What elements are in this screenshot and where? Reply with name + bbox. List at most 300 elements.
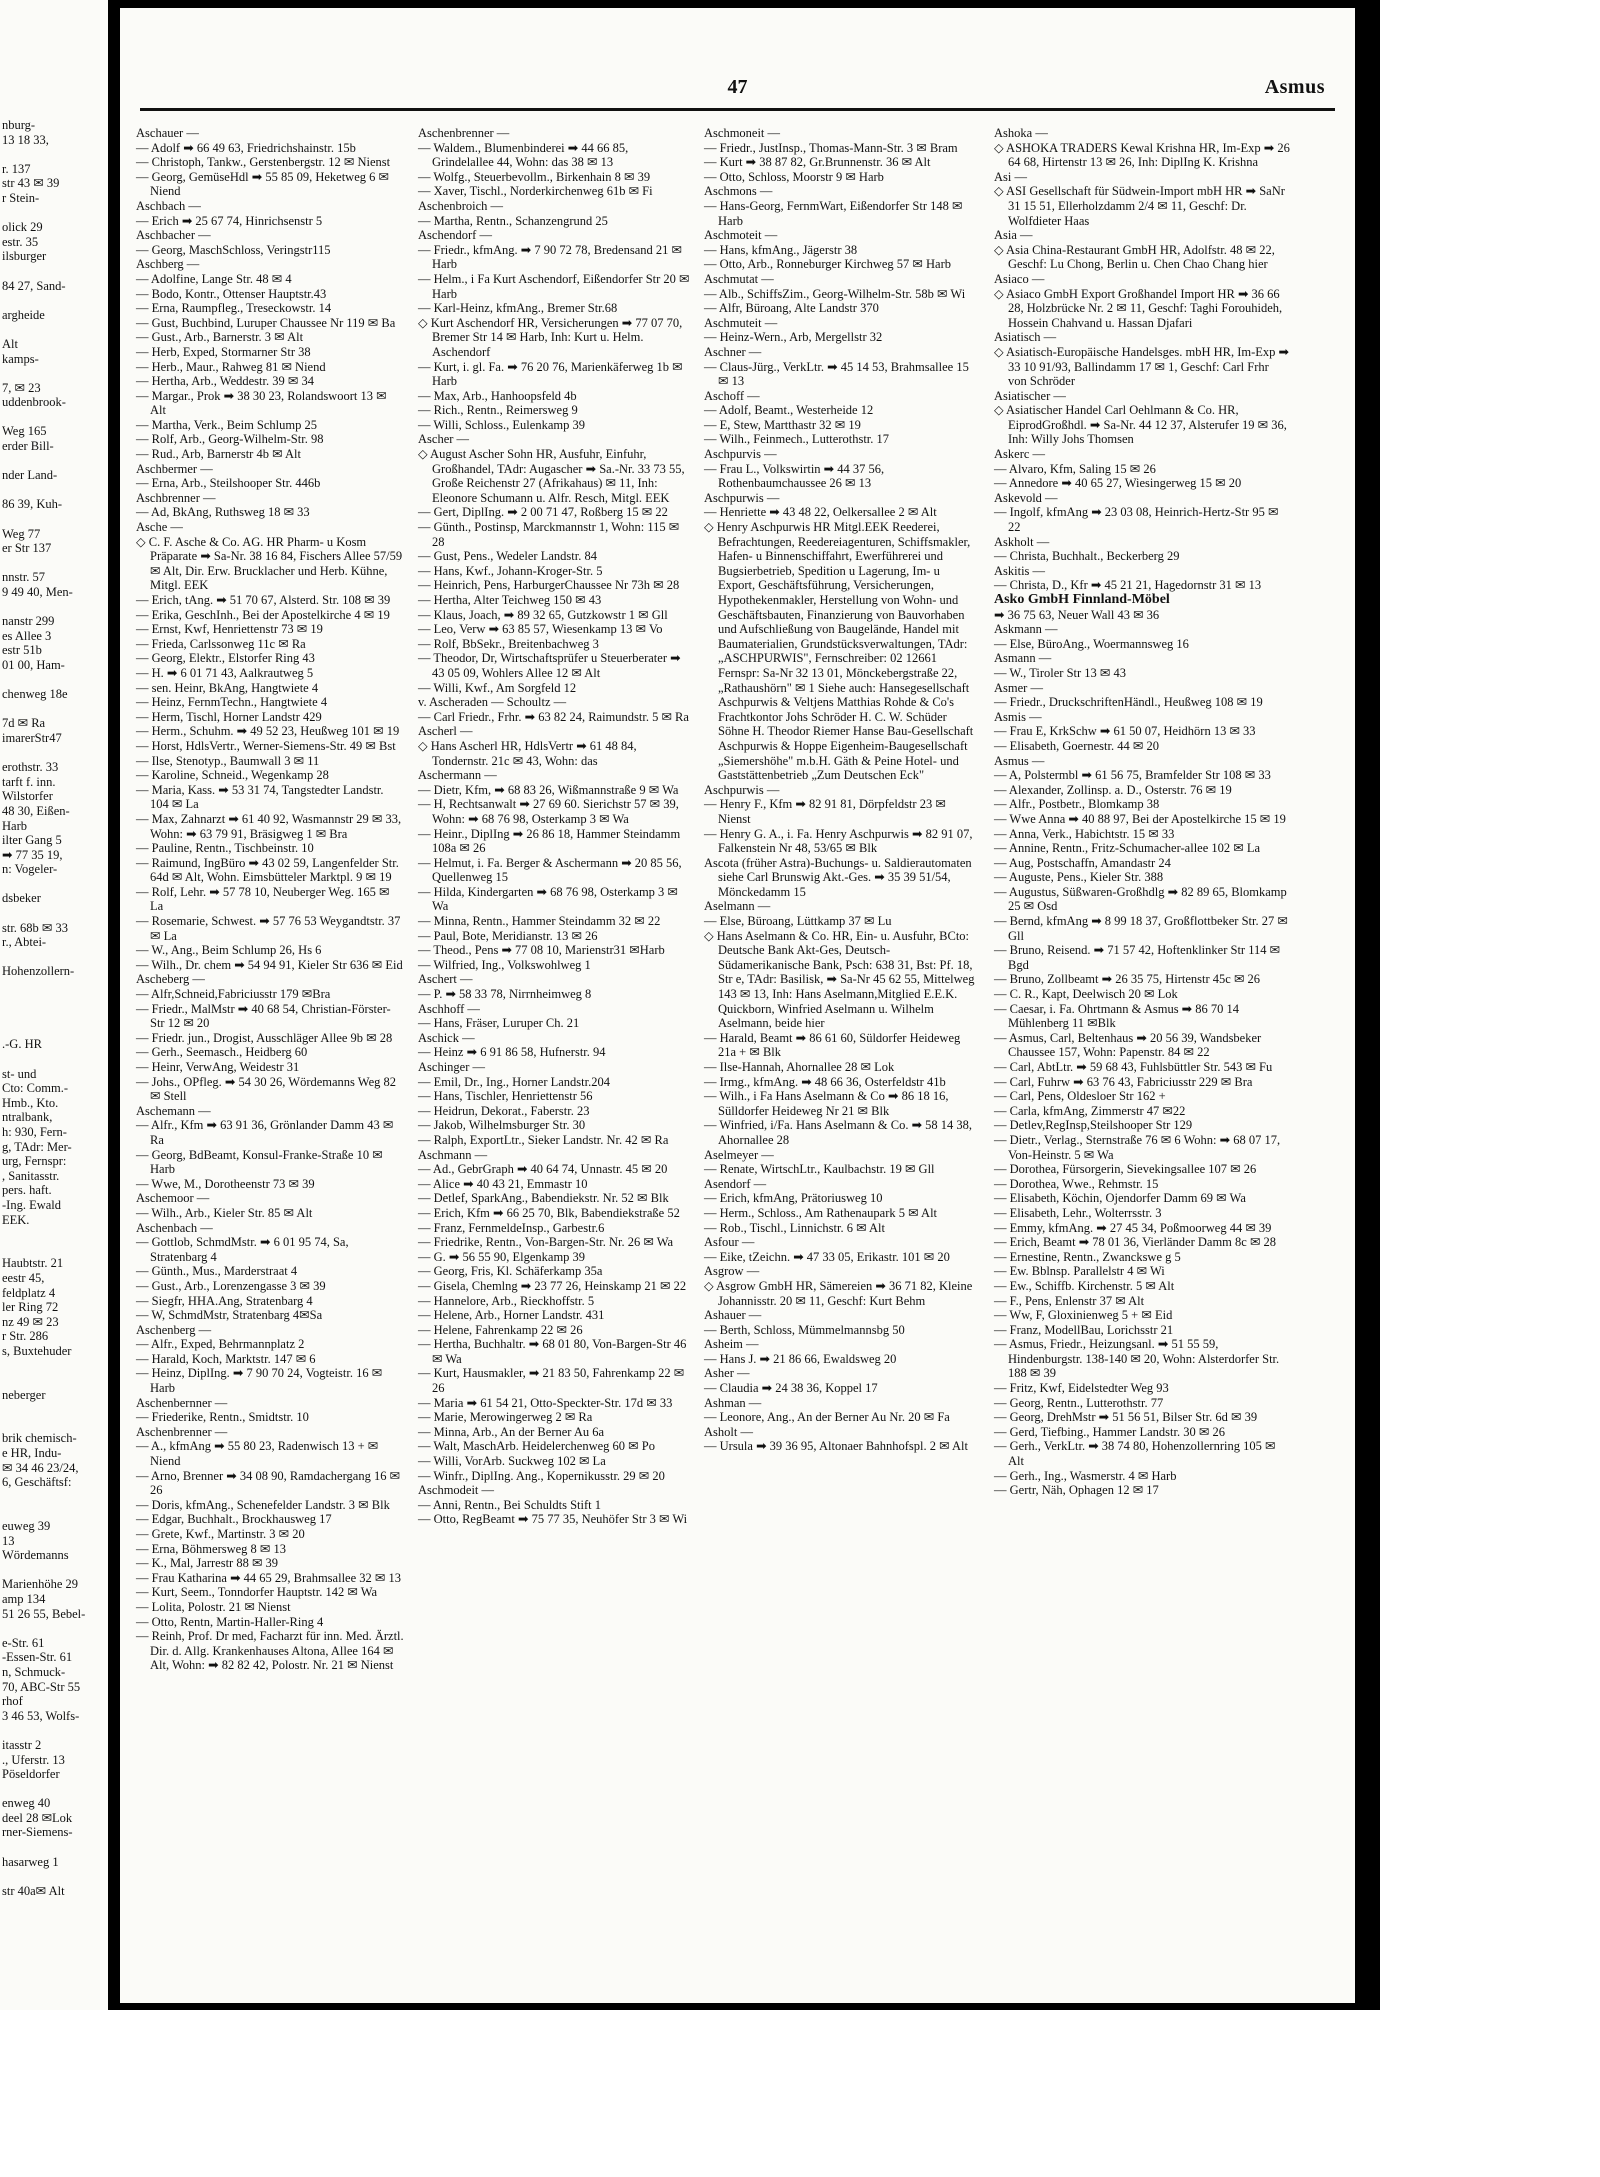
directory-entry: — Herm., Schloss., Am Rathenaupark 5 ✉ Alt [704,1205,938,1220]
directory-entry: — Max, Arb., Hanhoopsfeld 4b [418,388,577,403]
directory-entry: ◇ Asia China-Restaurant GmbH HR, Adolfstr. 48 ✉ 22, Geschf: Lu Chong, Berlin u. Chen Chao Chang hier [994,242,1275,272]
previous-page-fragment: Hmb., Kto. [2,1095,59,1110]
directory-entry: — Rich., Rentn., Reimersweg 9 [418,403,578,418]
previous-page-fragment: st- und [2,1066,37,1081]
previous-page-fragment: nz 49 ✉ 23 [2,1314,59,1329]
directory-entry: — Gisela, Chemlng ➡ 23 77 26, Heinskamp 21 ✉ 22 [418,1278,687,1293]
directory-entry: — Alfr., Kfm ➡ 63 91 36, Grönlander Damm 43 ✉ Ra [136,1118,394,1147]
directory-entry: — Horst, HdlsVertr., Werner-Siemens-Str. 49 ✉ Bst [136,738,396,753]
directory-entry: — Friedr., JustInsp., Thomas-Mann-Str. 3 ✉ Bram [704,140,958,155]
directory-entry: — Erika, GeschInh., Bei der Apostelkirche 4 ✉ 19 [136,607,390,622]
directory-entry: — H, Rechtsanwalt ➡ 27 69 60. Sierichstr 57 ✉ 39, Wohn: ➡ 68 76 98, Osterkamp 3 ✉ Wa [418,797,679,826]
directory-entry: Aschmann — [418,1147,488,1162]
directory-entry: — Aug, Postschaffn, Amandastr 24 [994,855,1171,870]
directory-entry: Asher — [704,1366,750,1381]
directory-entry: — Dorothea, Fürsorgerin, Sievekingsallee 107 ✉ 26 [994,1162,1257,1177]
directory-entry: Asmann — [994,651,1052,666]
directory-entry: ◇ Hans Aselmann & Co. HR, Ein- u. Ausfuhr, BCto: Deutsche Bank Akt-Ges, Deutsch-Südamerikanische Bank, Psch: 638 31, Bst: Pf. 18, Str e, TAdr: Basilisk, ➡ Sa-Nr 45 62 55, Mittelweg 143 ✉ 13, Inh: Hans Aselmann,Mitglied E.E.K. Quickborn, Winfried Aselmann u. Wilhelm Aselmann, beide hier [704,928,975,1031]
directory-entry: — Georg, Elektr., Elstorfer Ring 43 [136,651,315,666]
directory-entry: — G. ➡ 56 55 90, Elgenkamp 39 [418,1249,586,1264]
previous-page-fragment [2,746,108,761]
directory-entry: — Annedore ➡ 40 65 27, Wiesingerweg 15 ✉ 20 [994,476,1242,491]
directory-entry: — Erna, Arb., Steilshooper Str. 446b [136,476,321,491]
directory-entry: — Frieda, Carlssonweg 11c ✉ Ra [136,636,306,651]
directory-entry: Aschick — [418,1030,475,1045]
directory-entry: — Rolf, BbSekr., Breitenbachweg 3 [418,636,599,651]
directory-entry: — Friedr., DruckschriftenHändl., Heußweg 108 ✉ 19 [994,695,1263,710]
directory-entry: Aselmeyer — [704,1147,774,1162]
directory-entry: — Ernestine, Rentn., Zwanckswe g 5 [994,1249,1181,1264]
previous-page-fragment: ➡ 77 35 19, [2,847,63,862]
previous-page-fragment: Haubtstr. 21 [2,1256,64,1271]
previous-page-fragment [2,1504,108,1519]
directory-entry: — Heinrich, Pens, HarburgerChaussee Nr 73h ✉ 28 [418,578,680,593]
directory-entry: — Heinz, DiplIng. ➡ 7 90 70 24, Vogteistr. 16 ✉ Harb [136,1366,383,1396]
previous-page-fragment [2,1723,108,1738]
previous-page-fragment: euweg 39 [2,1519,51,1533]
directory-entry: — Claus-Jürg., VerkLtr. ➡ 45 14 53, Brahmsallee 15 ✉ 13 [704,359,969,389]
directory-entry: Aschemoor — [136,1191,210,1206]
directory-entry: — P. ➡ 58 33 78, Nirrnheimweg 8 [418,987,592,1002]
directory-entry: — Alfr,Schneid,Fabriciusstr 179 ✉Bra [136,987,331,1002]
directory-entry: — Heinz-Wern., Arb, Mergellstr 32 [704,330,883,345]
previous-page-fragment: Cto: Comm.- [2,1081,68,1096]
directory-entry: — Wilfried, Ing., Volkswohlweg 1 [418,957,591,972]
directory-entry: — W, SchmdMstr, Stratenbarg 4✉Sa [136,1308,323,1323]
previous-page-fragment: erder Bill- [2,439,54,454]
directory-entry: — Erna, Raumpfleg., Treseckowstr. 14 [136,301,332,316]
directory-entry: Asche — [136,520,183,535]
previous-page-fragment [2,1052,108,1067]
directory-entry: — Gottlob, SchmdMstr. ➡ 6 01 95 74, Sa, Stratenbarg 4 [136,1235,349,1264]
directory-entry: — Else, Büroang, Lüttkamp 37 ✉ Lu [704,914,892,929]
previous-page-fragment: urg, Fernspr: [2,1154,67,1169]
directory-entry: — Herm, Tischl, Horner Landstr 429 [136,709,322,724]
directory-entry: — C. R., Kapt, Deelwisch 20 ✉ Lok [994,987,1178,1002]
directory-entry: — Alb., SchiffsZim., Georg-Wilhelm-Str. 58b ✉ Wi [704,286,966,301]
previous-page-fragment: 13 [2,1533,15,1548]
directory-entry: — Maria, Kass. ➡ 53 31 74, Tangstedter Landstr. 104 ✉ La [136,782,384,812]
directory-entry: — Alvaro, Kfm, Saling 15 ✉ 26 [994,461,1156,476]
previous-page-fragments [2,118,108,1898]
previous-page-fragment: 86 39, Kuh- [2,497,63,512]
directory-entry: — Max, Zahnarzt ➡ 61 40 92, Wasmannstr 29 ✉ 33, Wohn: ➡ 63 79 91, Bräsigweg 1 ✉ Bra [136,811,402,841]
directory-entry: Askitis — [994,563,1046,578]
previous-page-fragment: n, Schmuck- [2,1664,66,1679]
directory-entry: — Georg, BdBeamt, Konsul-Franke-Straße 10 ✉ Harb [136,1147,383,1177]
directory-entry: — Detlev,RegInsp,Steilshooper Str 129 [994,1118,1193,1133]
directory-entry: — Ingolf, kfmAng ➡ 23 03 08, Heinrich-Hertz-Str 95 ✉ 22 [994,505,1279,535]
previous-page-fragment: Wilstorfer [2,789,53,804]
directory-entry: Aschoff — [704,388,760,403]
directory-entry: — Wilh., i Fa Hans Aselmann & Co ➡ 86 18 16, Sülldorfer Heideweg Nr 21 ✉ Blk [704,1089,949,1118]
previous-page-fragment: r Stein- [2,190,40,205]
directory-entry: — Wilh., Arb., Kieler Str. 85 ✉ Alt [136,1205,313,1220]
directory-entry: Asiaco — [994,271,1045,286]
directory-entry: — Klaus, Joach, ➡ 89 32 65, Gutzkowstr 1 ✉ Gll [418,607,668,622]
directory-entry: — Karoline, Schneid., Wegenkamp 28 [136,768,329,783]
directory-entry: — Dorothea, Wwe., Rehmstr. 15 [994,1176,1159,1191]
previous-page-fragment: brik chemisch- [2,1431,77,1446]
directory-entry: — Reinh, Prof. Dr med, Facharzt für inn. Med. Ärztl. Dir. d. Allg. Krankenhauses Altona, Allee 164 ✉ Alt, Wohn: ➡ 82 82 42, Polostr. Nr. 21 ✉ Nienst [136,1629,404,1673]
directory-entry: — Otto, Arb., Ronneburger Kirchweg 57 ✉ Harb [704,257,952,272]
directory-entry: — Augustus, Süßwaren-Großhdlg ➡ 82 89 65, Blomkamp 25 ✉ Osd [994,884,1287,914]
directory-entry: — Asmus, Friedr., Heizungsanl. ➡ 51 55 59, Hindenburgstr. 138-140 ✉ 20, Wohn: Alsterdorfer Str. 188 ✉ 39 [994,1337,1280,1381]
directory-entry: — Annine, Rentn., Fritz-Schumacher-allee 102 ✉ La [994,841,1261,856]
directory-entry: — Erich, kfmAng, Prätoriusweg 10 [704,1191,883,1206]
directory-entry: Askerc — [994,447,1046,462]
directory-entry: — Irmg., kfmAng. ➡ 48 66 36, Osterfeldstr 41b [704,1074,946,1089]
previous-page-fragment [2,293,108,308]
previous-page-fragment: -Essen-Str. 61 [2,1650,73,1665]
directory-entry: — Günth., Mus., Marderstraat 4 [136,1264,298,1279]
directory-entry: — Ilse, Stenotyp., Baumwall 3 ✉ 11 [136,753,320,768]
directory-entry: — Alexander, Zollinsp. a. D., Osterstr. 76 ✉ 19 [994,782,1232,797]
previous-page-fragment: 6, Geschäftsf: [2,1475,72,1490]
directory-entry: — Ursula ➡ 39 36 95, Altonaer Bahnhofspl. 2 ✉ Alt [704,1439,968,1454]
directory-entry: — Anna, Verk., Habichtstr. 15 ✉ 33 [994,826,1175,841]
directory-entry: — Gust, Buchbind, Luruper Chaussee Nr 119 ✉ Ba [136,315,396,330]
directory-entry: — Erich, Kfm ➡ 66 25 70, Blk, Babendiekstraße 52 [418,1205,680,1220]
directory-entry: — Wilh., Dr. chem ➡ 54 94 91, Kieler Str 636 ✉ Eid [136,957,403,972]
directory-entry: Ascherl — [418,724,473,739]
previous-page-fragment [2,600,108,615]
previous-page-fragment: deel 28 ✉Lok [2,1810,73,1825]
directory-entry: — W., Ang., Beim Schlump 26, Hs 6 [136,943,322,958]
directory-entry: — Fritz, Kwf, Eidelstedter Weg 93 [994,1381,1169,1396]
directory-entry: — Asmus, Carl, Beltenhaus ➡ 20 56 39, Wandsbeker Chaussee 157, Wohn: Papenstr. 84 ✉ 22 [994,1030,1262,1060]
directory-entry: Aschpurwis — [704,782,780,797]
directory-entry: ◇ Asiaco GmbH Export Großhandel Import HR ➡ 36 66 28, Holzbrücke Nr. 2 ✉ 11, Geschf: Taghi Forouhideh, Hossein Chahvand u. Hassan Djafari [994,286,1283,330]
directory-entry: — Ad, BkAng, Ruthsweg 18 ✉ 33 [136,505,310,520]
previous-page-fragment: Marienhöhe 29 [2,1577,79,1592]
directory-entry: Aschinger — [418,1060,485,1074]
previous-page-fragment: str 40a✉ Alt [2,1883,65,1898]
directory-entry: — Margar., Prok ➡ 38 30 23, Rolandswoort 13 ✉ Alt [136,388,387,418]
previous-page-fragment: rner-Siemens- [2,1825,73,1840]
directory-entry: — Kurt ➡ 38 87 82, Gr.Brunnenstr. 36 ✉ Alt [704,155,931,170]
directory-entry: — A., kfmAng ➡ 55 80 23, Radenwisch 13 + ✉ Niend [136,1439,379,1469]
previous-page-fragment: chenweg 18e [2,687,68,702]
previous-page-fragment [2,147,108,162]
directory-entry: — E, Stew, Martthastr 32 ✉ 19 [704,417,861,432]
directory-entry: — Ad., GebrGraph ➡ 40 64 74, Unnastr. 45 ✉ 20 [418,1162,668,1177]
directory-entry: — Gerh., VerkLtr. ➡ 38 74 80, Hohenzollernring 105 ✉ Alt [994,1439,1276,1469]
book-gutter [108,0,120,2010]
directory-entry: — Herb, Exped, Stormarner Str 38 [136,344,311,359]
previous-page-fragment: nburg- [2,118,36,132]
directory-entry: — Carl Friedr., Frhr. ➡ 63 82 24, Raimundstr. 5 ✉ Ra [418,709,689,724]
previous-page-fragment: argheide [2,307,45,322]
directory-entry: Aschenbach — [136,1220,213,1235]
directory-entry: — Wwe Anna ➡ 40 88 97, Bei der Apostelkirche 15 ✉ 19 [994,811,1286,826]
directory-entry: — Xaver, Tischl., Norderkirchenweg 61b ✉ Fi [418,184,653,199]
previous-page-fragment: r. 137 [2,161,31,176]
directory-entry: — Ww, F, Gloxinienweg 5 + ✉ Eid [994,1308,1173,1323]
directory-entry: Aschemann — [136,1103,211,1118]
directory-entry: Aschbrenner — [136,490,216,505]
directory-entry: — Berth, Schloss, Mümmelmannsbg 50 [704,1322,905,1337]
directory-entry: Ascota (früher Astra)-Buchungs- u. Saldierautomaten siehe Carl Brunswig Akt.-Ges. ➡ 35 39 51/54, Mönckedamm 15 [704,855,972,899]
directory-entry: — W., Tiroler Str 13 ✉ 43 [994,665,1127,680]
directory-entry: Aschhoff — [418,1001,480,1016]
directory-entry: — Gert, DiplIng. ➡ 2 00 71 47, Roßberg 15 ✉ 22 [418,505,668,520]
directory-entry: Aschenbroich — [418,198,504,213]
previous-page-fragment [2,1008,108,1023]
directory-entry: Aschenberg — [136,1322,212,1337]
directory-entry: Aschpurvis — [704,447,777,462]
directory-entry: — Bruno, Reisend. ➡ 71 57 42, Hoftenklinker Str 114 ✉ Bgd [994,943,1281,972]
directory-column-2 [418,126,690,1527]
directory-column-1 [136,126,404,1673]
previous-page-fragment: Pöseldorfer [2,1767,60,1782]
directory-entry: Aschmoteit — [704,228,778,243]
previous-page-fragment: nder Land- [2,468,58,483]
page-edge-shadow [1355,0,1380,2010]
previous-page-fragment: 9 49 40, Men- [2,585,73,599]
directory-entry: Asgrow — [704,1264,760,1279]
directory-entry: v. Ascheraden — Schoultz — [418,695,567,710]
directory-entry: — Harald, Beamt ➡ 86 61 60, Süldorfer Heideweg 21a + ✉ Blk [704,1030,961,1060]
directory-entry: — Hilda, Kindergarten ➡ 68 76 98, Osterkamp 3 ✉ Wa [418,884,678,914]
directory-entry: — Leo, Verw ➡ 63 85 57, Wiesenkamp 13 ✉ Vo [418,622,663,637]
previous-page-fragment: nnstr. 57 [2,570,46,585]
previous-page-fragment [2,1358,108,1373]
previous-page-fragment: feldplatz 4 [2,1285,56,1300]
directory-entry: ◇ August Ascher Sohn HR, Ausfuhr, Einfuhr, Großhandel, TAdr: Augascher ➡ Sa.-Nr. 33 73 55, Große Reichenstr 27 (Afrikahaus) ✉ 11, Inh: Eleonore Schumann u. Alfr. Resch, Mitgl. EEK [418,447,685,505]
directory-entry: — Alfr., Postbetr., Blomkamp 38 [994,797,1160,812]
previous-page-fragment: n: Vogeler- [2,862,58,877]
previous-page-fragment: imarerStr47 [2,730,62,745]
directory-entry: Askevold — [994,490,1058,505]
previous-page-fragment [2,994,108,1009]
directory-entry: ◇ ASHOKA TRADERS Kewal Krishna HR, Im-Exp ➡ 26 64 68, Hirtenstr 13 ✉ 26, Inh: DiplIng K. Krishna [994,140,1290,170]
directory-entry: — Adolfine, Lange Str. 48 ✉ 4 [136,271,292,286]
directory-entry: — Minna, Arb., An der Berner Au 6a [418,1424,605,1439]
directory-entry: — Else, BüroAng., Woermannsweg 16 [994,636,1189,651]
directory-entry: — Otto, RegBeamt ➡ 75 77 35, Neuhöfer Str 3 ✉ Wi [418,1512,688,1527]
previous-page-fragment: 48 30, Eißen- [2,803,70,818]
directory-entry: Ascher — [418,432,470,447]
directory-entry: ◇ Asiatischer Handel Carl Oehlmann & Co. HR, EiprodGroßhdl. ➡ Sa-Nr. 44 12 37, Alsterufer 19 ✉ 36, Inh: Willy Johs Thomsen [994,403,1287,447]
directory-entry: — Elisabeth, Goernestr. 44 ✉ 20 [994,738,1159,753]
directory-entry: — Rud., Arb, Barnerstr 4b ✉ Alt [136,447,301,462]
directory-entry: Asia — [994,228,1033,243]
directory-entry: — Helm., i Fa Kurt Aschendorf, Eißendorfer Str 20 ✉ Harb [418,271,690,301]
directory-entry: — Franz, FernmeldeInsp., Garbestr.6 [418,1220,605,1235]
directory-entry: — Doris, kfmAng., Schenefelder Landstr. 3 ✉ Blk [136,1497,390,1512]
directory-entry: Asmer — [994,680,1043,695]
directory-entry: Aschauer — [136,126,199,140]
directory-entry: — Christa, Buchhalt., Beckerberg 29 [994,549,1180,564]
previous-page-fragment: erothstr. 33 [2,760,59,775]
directory-entry: — Otto, Schloss, Moorstr 9 ✉ Harb [704,169,884,184]
directory-entry: — Winfried, i/Fa. Hans Aselmann & Co. ➡ 58 14 38, Ahornallee 28 [704,1118,973,1147]
directory-entry: — Rob., Tischl., Linnichstr. 6 ✉ Alt [704,1220,885,1235]
directory-entry: — Hans J. ➡ 21 86 66, Ewaldsweg 20 [704,1351,897,1366]
directory-entry: — Franz, ModellBau, Lorichsstr 21 [994,1322,1174,1337]
directory-entry: — Ilse-Hannah, Ahornallee 28 ✉ Lok [704,1060,895,1074]
previous-page-fragment [2,1242,108,1257]
directory-entry: — Ew. Bblnsp. Parallelstr 4 ✉ Wi [994,1264,1165,1279]
directory-entry: — Heinr, VerwAng, Weidestr 31 [136,1060,300,1074]
directory-entry: — Anni, Rentn., Bei Schuldts Stift 1 [418,1497,601,1512]
directory-entry: Aschmutat — [704,271,774,286]
previous-page-fragment: olick 29 [2,220,43,235]
previous-page-fragment [2,556,108,571]
previous-page-fragment: tarft f. inn. [2,774,56,789]
previous-page-fragment: amp 134 [2,1591,46,1606]
directory-entry: — Gust., Arb., Barnerstr. 3 ✉ Alt [136,330,304,345]
directory-entry: — Bernd, kfmAng ➡ 8 99 18 37, Großflottbeker Str. 27 ✉ Gll [994,914,1288,943]
directory-entry: — Hertha, Buchhaltr. ➡ 68 01 80, Von-Bargen-Str 46 ✉ Wa [418,1337,687,1366]
directory-entry: — Hannelore, Arb., Rieckhoffstr. 5 [418,1293,595,1308]
directory-entry: — Dietr., Verlag., Sternstraße 76 ✉ 6 Wohn: ➡ 68 07 17, Von-Heinstr. 5 ✉ Wa [994,1132,1281,1162]
directory-entry: — Gertr, Näh, Ophagen 12 ✉ 17 [994,1483,1159,1498]
directory-entry: — Willi, Schloss., Eulenkamp 39 [418,417,585,432]
previous-page-fragment [2,322,108,337]
previous-page-fragment: 7d ✉ Ra [2,716,46,731]
previous-page-fragment: g, TAdr: Mer- [2,1139,72,1154]
directory-entry: — Heinz, FernmTechn., Hangtwiete 4 [136,695,328,710]
directory-entry: — Dietr, Kfm, ➡ 68 83 26, Wißmannstraße 9 ✉ Wa [418,782,679,797]
previous-page-fragment: 51 26 55, Bebel- [2,1606,86,1621]
previous-page-fragment: Weg 165 [2,424,47,439]
directory-entry: — Alfr., Exped, Behrmannplatz 2 [136,1337,305,1352]
directory-entry: — Georg, GemüseHdl ➡ 55 85 09, Heketweg 6 ✉ Niend [136,169,389,199]
directory-entry: Aschmodeit — [418,1483,495,1498]
previous-page-fragment: ilter Gang 5 [2,833,62,848]
previous-page-fragment [2,673,108,688]
directory-entry: — Christa, D., Kfr ➡ 45 21 21, Hagedornstr 31 ✉ 13 [994,578,1262,593]
previous-page-fragment: kamps- [2,351,39,366]
previous-page-fragment [2,1227,108,1242]
directory-page [120,8,1355,2003]
previous-page-fragment [2,264,108,279]
previous-page-fragment [2,366,108,381]
directory-entry: — Elisabeth, Köchin, Ojendorfer Damm 69 ✉ Wa [994,1191,1246,1206]
previous-page-fragment [2,410,108,425]
directory-entry: ◇ Asiatisch-Europäische Handelsges. mbH HR, Im-Exp ➡ 33 10 91/93, Ballindamm 17 ✉ 1, Geschf: Carl Frhr von Schröder [994,344,1290,389]
previous-page-fragment [2,877,108,892]
directory-entry: — Alfr, Büroang, Alte Landstr 370 [704,301,879,316]
previous-page-fragment: Harb [2,818,27,833]
directory-entry: Ascheberg — [136,972,205,987]
previous-page-fragment [2,950,108,965]
directory-entry: — Renate, WirtschLtr., Kaulbachstr. 19 ✉ Gll [704,1162,935,1177]
previous-page-fragment: 84 27, Sand- [2,278,66,293]
directory-entry: Aschenbrenner — [418,126,510,140]
directory-entry: — Carla, kfmAng, Zimmerstr 47 ✉22 [994,1103,1186,1118]
directory-entry: — Pauline, Rentn., Tischbeinstr. 10 [136,841,314,856]
directory-entry: — Willi, Kwf., Am Sorgfeld 12 [418,680,577,695]
directory-entry: Aschendorf — [418,228,492,243]
directory-entry: — Erich, Beamt ➡ 78 01 36, Vierländer Damm 8c ✉ 28 [994,1235,1277,1250]
directory-entry: — Martha, Verk., Beim Schlump 25 [136,417,317,432]
directory-entry: — Otto, Rentn, Martin-Haller-Ring 4 [136,1614,324,1629]
previous-page-fragment: er Str 137 [2,541,52,556]
directory-entry: — Hertha, Alter Teichweg 150 ✉ 43 [418,593,602,607]
previous-page-fragment: dsbeker [2,891,41,906]
previous-page-fragment: ler Ring 72 [2,1300,59,1315]
previous-page-fragment: r Str. 286 [2,1329,49,1344]
previous-page-fragment [2,1869,108,1884]
directory-entry: — Walt, MaschArb. Heidelerchenweg 60 ✉ Po [418,1439,655,1454]
previous-page-fragment [2,1417,108,1432]
directory-entry: — Johs., OPfleg. ➡ 54 30 26, Wördemanns Weg 82 ✉ Stell [136,1074,397,1104]
previous-page-fragment: estr 51b [2,643,42,658]
directory-entry: — Ralph, ExportLtr., Sieker Landstr. Nr. 42 ✉ Ra [418,1132,669,1147]
directory-entry: — Rolf, Arb., Georg-Wilhelm-Str. 98 [136,432,324,447]
directory-entry: — Friederike, Rentn., Smidtstr. 10 [136,1410,309,1425]
directory-entry: — Carl, AbtLtr. ➡ 59 68 43, Fuhlsbüttler Str. 543 ✉ Fu [994,1060,1273,1074]
directory-entry: — Gerh., Ing., Wasmerstr. 4 ✉ Harb [994,1468,1177,1483]
directory-entry: — Winfr., DiplIng. Ang., Kopernikusstr. 29 ✉ 20 [418,1468,665,1483]
previous-page-fragment: neberger [2,1387,46,1402]
directory-entry: — Harald, Koch, Marktstr. 147 ✉ 6 [136,1351,316,1366]
directory-entry: — Hans, Kwf., Johann-Kroger-Str. 5 [418,563,603,578]
directory-entry: — sen. Heinr, BkAng, Hangtwiete 4 [136,680,319,695]
previous-page-fragment [2,906,108,921]
directory-entry: — Erna, Böhmersweg 8 ✉ 13 [136,1541,287,1556]
directory-entry: Asmus — [994,753,1045,768]
directory-entry: — Theod., Pens ➡ 77 08 10, Marienstr31 ✉Harb [418,943,665,958]
directory-entry: Asi — [994,169,1027,184]
directory-entry: — Erich, tAng. ➡ 51 70 67, Alsterd. Str. 108 ✉ 39 [136,593,391,607]
previous-page-fragment: rhof [2,1694,23,1709]
directory-entry: Asholt — [704,1424,753,1439]
previous-page-fragment [2,1373,108,1388]
previous-page-fragment: str. 68b ✉ 33 [2,920,69,935]
directory-entry: — Martha, Rentn., Schanzengrund 25 [418,213,608,228]
previous-page-fragment [2,979,108,994]
directory-entry: — Jakob, Wilhelmsburger Str. 30 [418,1118,586,1133]
directory-entry: — Heinr., DiplIng ➡ 26 86 18, Hammer Steindamm 108a ✉ 26 [418,826,681,856]
directory-entry: — Gust., Arb., Lorenzengasse 3 ✉ 39 [136,1278,326,1293]
directory-entry: — Emil, Dr., Ing., Horner Landstr.204 [418,1074,610,1089]
directory-entry: — Gust, Pens., Wedeler Landstr. 84 [418,549,597,564]
directory-entry: — Friedrike, Rentn., Von-Bargen-Str. Nr. 26 ✉ Wa [418,1235,674,1250]
directory-column-3 [704,126,980,1454]
previous-page-fragment [2,702,108,717]
directory-entry: — Erich ➡ 25 67 74, Hinrichsenstr 5 [136,213,323,228]
directory-entry: — Waldem., Blumenbinderei ➡ 44 66 85, Grindelallee 44, Wohn: das 38 ✉ 13 [418,140,629,170]
directory-entry: — Georg, Fris, Kl. Schäferkamp 35a [418,1264,603,1279]
directory-entry: — Grete, Kwf., Martinstr. 3 ✉ 20 [136,1527,305,1541]
directory-entry: — Christoph, Tankw., Gerstenbergstr. 12 ✉ Nienst [136,155,391,170]
previous-page-fragment: ✉ 34 46 23/24, [2,1460,79,1475]
directory-entry: Aselmann — [704,899,771,914]
previous-page-fragment [2,1563,108,1578]
previous-page-fragment: h: 930, Fern- [2,1124,67,1139]
previous-page-fragment [2,483,108,498]
previous-page-margin [0,0,108,2010]
directory-entry: — Claudia ➡ 24 38 36, Koppel 17 [704,1381,878,1396]
directory-entry: — Carl, Pens, Oldesloer Str 162 + [994,1089,1166,1104]
directory-entry: — Detlef, SparkAng., Babendiekstr. Nr. 52 ✉ Blk [418,1191,669,1206]
directory-entry: — Elisabeth, Lehr., Wolterrsstr. 3 [994,1205,1162,1220]
directory-entry: — Friedr., MalMstr ➡ 40 68 54, Christian-Förster-Str 12 ✉ 20 [136,1001,391,1031]
directory-entry: — Helmut, i. Fa. Berger & Aschermann ➡ 20 85 56, Quellenweg 15 [418,855,682,885]
directory-entry: Ashoka — [994,126,1048,140]
directory-entry: — Ernst, Kwf, Henriettenstr 73 ✉ 19 [136,622,323,637]
previous-page-fragment: e-Str. 61 [2,1635,45,1650]
directory-entry: Askholt — [994,534,1050,549]
directory-entry: — Maria ➡ 61 54 21, Otto-Speckter-Str. 17d ✉ 33 [418,1395,673,1410]
directory-entry: Aschenbrenner — [136,1424,228,1439]
directory-entry: — Minna, Rentn., Hammer Steindamm 32 ✉ 22 [418,914,661,929]
directory-entry: — Hertha, Arb., Weddestr. 39 ✉ 34 [136,374,314,389]
